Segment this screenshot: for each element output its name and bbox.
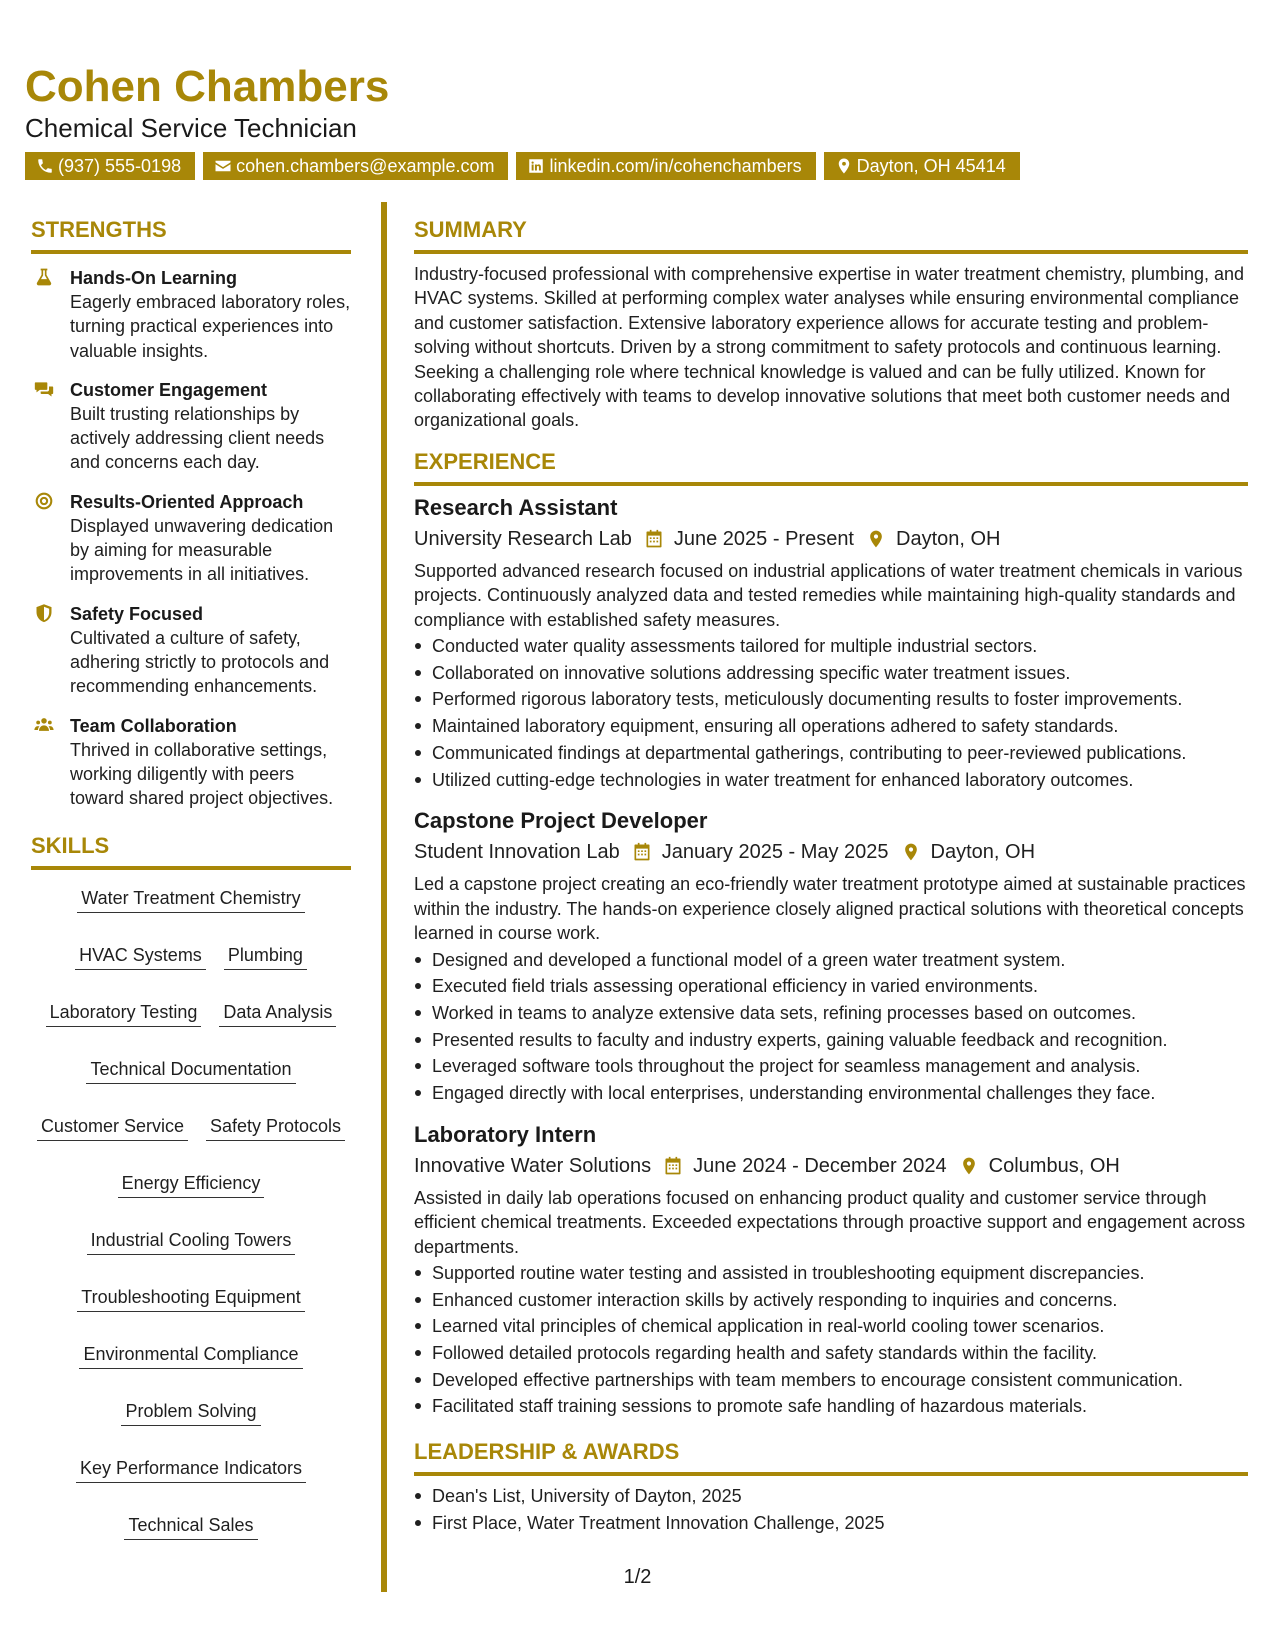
column-divider: [381, 202, 387, 1592]
skill-tag: HVAC Systems: [75, 943, 206, 970]
strength-desc: Displayed unwavering dedication by aiming for measurable improvements in all initiatives.: [70, 515, 334, 585]
job-role: Capstone Project Developer: [414, 808, 708, 834]
skills-heading: SKILLS: [31, 832, 351, 870]
calendar-icon: [644, 529, 664, 549]
skill-tag: Water Treatment Chemistry: [77, 886, 304, 913]
job-bullet: Followed detailed protocols regarding health and safety standards within the facility.: [414, 1340, 1248, 1367]
job-bullets: [414, 947, 1248, 1107]
job-dates: June 2025 - Present: [673, 527, 854, 550]
job-bullet: Presented results to faculty and industry experts, gaining valuable feedback and recognition.: [414, 1027, 1248, 1054]
job-meta: [414, 1153, 1248, 1179]
email-icon: [214, 157, 232, 175]
summary-heading: SUMMARY: [414, 216, 1248, 254]
awards-heading: LEADERSHIP & AWARDS: [414, 1438, 1248, 1476]
skill-tag: Troubleshooting Equipment: [77, 1285, 304, 1312]
job-bullet: Performed rigorous laboratory tests, meticulously documenting results to foster improvements.: [414, 686, 1248, 713]
skill-tag: Data Analysis: [219, 1000, 336, 1027]
job-org: University Research Lab: [414, 527, 632, 550]
calendar-icon: [663, 1156, 683, 1176]
candidate-name: Cohen Chambers: [25, 62, 390, 111]
skill-tag: Energy Efficiency: [118, 1171, 265, 1198]
phone-icon: [36, 157, 54, 175]
job-entry: [414, 1121, 1248, 1420]
job-org: Student Innovation Lab: [414, 841, 620, 864]
job-dates: January 2025 - May 2025: [661, 841, 889, 864]
comments-icon: [34, 379, 54, 399]
strength-title: Safety Focused: [70, 603, 204, 624]
candidate-title: Chemical Service Technician: [25, 113, 357, 143]
email-text: cohen.chambers@example.com: [236, 156, 495, 176]
award-item: First Place, Water Treatment Innovation Challenge, 2025: [414, 1510, 1248, 1537]
location-pin-icon: [959, 1156, 979, 1176]
job-description: Led a capstone project creating an eco-friendly water treatment prototype aimed at sustainable practices within the industry. The hands-on experience closely aligned practical solutions with theoretical concepts learned in course work.: [414, 874, 1246, 944]
skill-tag: Technical Documentation: [86, 1057, 295, 1084]
skill-tag: Laboratory Testing: [46, 1000, 202, 1027]
strengths-list: [31, 266, 351, 810]
experience-heading: EXPERIENCE: [414, 448, 1248, 486]
skill-tag: Environmental Compliance: [79, 1342, 302, 1369]
job-location: Dayton, OH: [930, 841, 1036, 864]
job-entry: [414, 494, 1248, 793]
strength-item: [31, 266, 351, 363]
target-icon: [34, 491, 54, 511]
skills-list: [31, 886, 351, 1540]
strength-item: [31, 602, 351, 699]
strength-desc: Cultivated a culture of safety, adhering strictly to protocols and recommending enhancements.: [70, 627, 330, 697]
job-bullet: Conducted water quality assessments tailored for multiple industrial sectors.: [414, 633, 1248, 660]
location-icon: [835, 157, 853, 175]
location-pin-icon: [901, 842, 921, 862]
job-bullet: Supported routine water testing and assisted in troubleshooting equipment discrepancies.: [414, 1260, 1248, 1287]
skill-tag: Safety Protocols: [206, 1114, 345, 1141]
users-icon: [34, 715, 54, 735]
page-number: 1/2: [623, 1566, 652, 1588]
left-column: [31, 216, 351, 1540]
skill-tag: Industrial Cooling Towers: [87, 1228, 296, 1255]
linkedin-icon: [527, 157, 545, 175]
summary-text: Industry-focused professional with comprehensive expertise in water treatment chemistry, plumbing, and HVAC systems. Skilled at performing complex water analyses while ensuring environmental compliance and customer satisfaction. Extensive laboratory experience allows for accurate testing and problem-solving without shortcuts. Driven by a strong commitment to safety protocols and continuous learning. Seeking a challenging role where technical knowledge is valued and can be fully utilized. Known for collaborating effectively with teams to develop innovative solutions that meet both customer needs and organizational goals.: [414, 264, 1245, 431]
flask-icon: [34, 267, 54, 287]
job-bullet: Worked in teams to analyze extensive data sets, refining processes based on outcomes.: [414, 1000, 1248, 1027]
job-bullets: [414, 633, 1248, 793]
skill-tag: Problem Solving: [121, 1399, 260, 1426]
linkedin-chip[interactable]: [516, 152, 815, 180]
location-text: Dayton, OH 45414: [856, 156, 1006, 176]
job-bullet: Executed field trials assessing operational efficiency in varied environments.: [414, 973, 1248, 1000]
linkedin-text: linkedin.com/in/cohenchambers: [549, 156, 802, 176]
job-bullet: Collaborated on innovative solutions addressing specific water treatment issues.: [414, 660, 1248, 687]
email-chip[interactable]: [203, 152, 508, 180]
job-location: Dayton, OH: [896, 527, 1001, 550]
strength-title: Hands-On Learning: [70, 268, 238, 288]
strength-desc: Built trusting relationships by actively addressing client needs and concerns each day.: [70, 403, 325, 473]
job-meta: [414, 839, 1248, 865]
job-bullet: Facilitated staff training sessions to promote safe handling of hazardous materials.: [414, 1393, 1248, 1420]
strength-desc: Thrived in collaborative settings, working diligently with peers toward shared project objectives.: [70, 739, 334, 809]
calendar-icon: [632, 842, 652, 862]
job-bullet: Engaged directly with local enterprises, understanding environmental challenges they face.: [414, 1080, 1248, 1107]
job-description: Supported advanced research focused on industrial applications of water treatment chemicals in various projects. Continuously analyzed data and tested remedies while maintaining high-quality standards and compliance with established safety measures.: [414, 560, 1243, 630]
strength-item: [31, 714, 351, 811]
skill-tag: Technical Sales: [124, 1513, 257, 1540]
job-location: Columbus, OH: [988, 1154, 1120, 1177]
contact-bar: [25, 152, 1020, 180]
job-entry: [414, 807, 1248, 1106]
award-item: Dean's List, University of Dayton, 2025: [414, 1483, 1248, 1510]
job-meta: [414, 526, 1248, 552]
strengths-heading: STRENGTHS: [31, 216, 351, 254]
job-bullet: Maintained laboratory equipment, ensuring all operations adhered to safety standards.: [414, 713, 1248, 740]
strength-title: Team Collaboration: [70, 715, 237, 736]
strength-desc: Eagerly embraced laboratory roles, turning practical experiences into valuable insights.: [70, 292, 351, 361]
job-bullet: Enhanced customer interaction skills by actively responding to inquiries and concerns.: [414, 1287, 1248, 1314]
job-bullet: Developed effective partnerships with team members to encourage consistent communication.: [414, 1367, 1248, 1394]
job-org: Innovative Water Solutions: [414, 1154, 652, 1177]
job-dates: June 2024 - December 2024: [693, 1154, 947, 1177]
phone-chip[interactable]: [25, 152, 195, 180]
right-column: [414, 216, 1248, 1537]
job-role: Research Assistant: [414, 494, 618, 520]
job-bullet: Learned vital principles of chemical application in real-world cooling tower scenarios.: [414, 1313, 1248, 1340]
strength-title: Results-Oriented Approach: [70, 491, 304, 512]
shield-icon: [34, 603, 54, 623]
skill-tag: Key Performance Indicators: [76, 1456, 306, 1483]
awards-list: [414, 1483, 1248, 1536]
job-bullet: Designed and developed a functional model of a green water treatment system.: [414, 947, 1248, 974]
job-bullet: Leveraged software tools throughout the project for seamless management and analysis.: [414, 1053, 1248, 1080]
strength-title: Customer Engagement: [70, 379, 268, 400]
skill-tag: Customer Service: [37, 1114, 188, 1141]
location-pin-icon: [866, 529, 886, 549]
job-description: Assisted in daily lab operations focused on enhancing product quality and customer service through efficient chemical treatments. Exceeded expectations through proactive support and engagement across departments.: [414, 1187, 1246, 1257]
job-role: Laboratory Intern: [414, 1121, 597, 1147]
phone-text: (937) 555-0198: [58, 156, 182, 176]
job-bullet: Utilized cutting-edge technologies in water treatment for enhanced laboratory outcomes.: [414, 767, 1248, 794]
job-bullet: Communicated findings at departmental gatherings, contributing to peer-reviewed publications.: [414, 740, 1248, 767]
location-chip: [824, 152, 1020, 180]
strength-item: [31, 378, 351, 475]
skill-tag: Plumbing: [224, 943, 307, 970]
strength-item: [31, 490, 351, 587]
job-bullets: [414, 1260, 1248, 1420]
